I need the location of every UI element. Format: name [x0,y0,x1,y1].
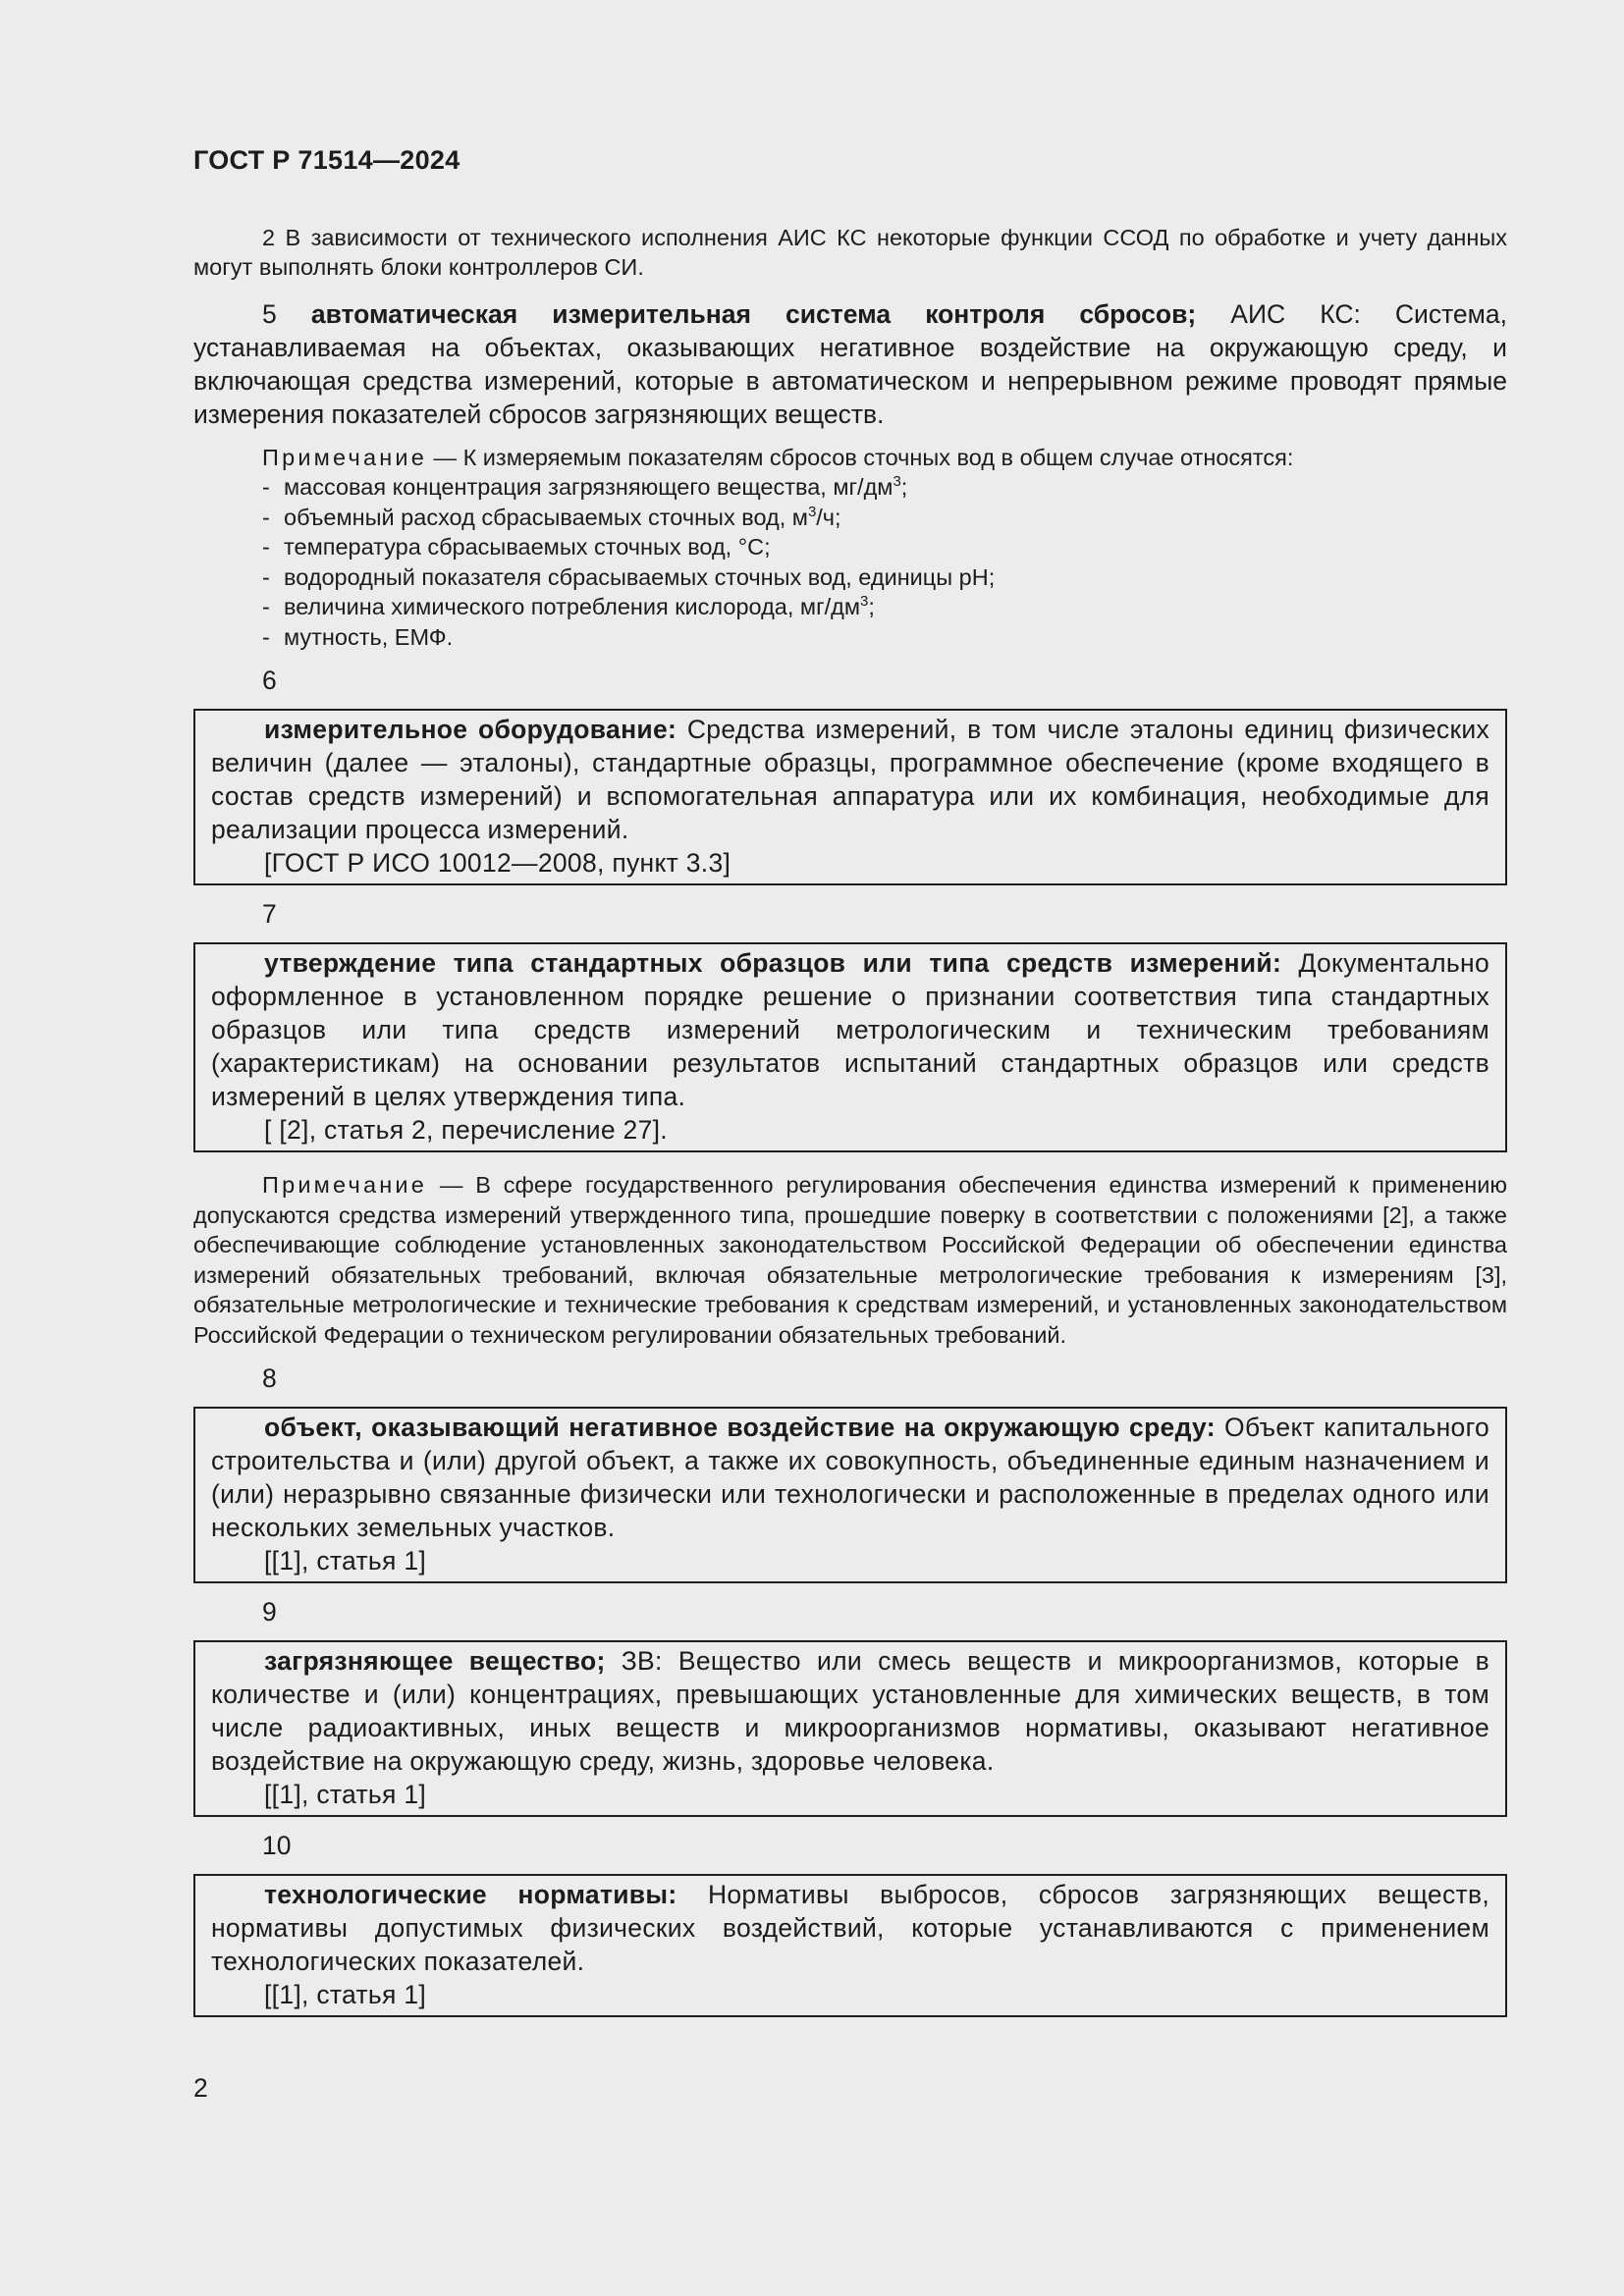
list-item: - мутность, ЕМФ. [262,623,454,650]
term-title: объект, оказывающий негативное воздействие на окружающую среду: [264,1413,1216,1442]
term-box-7 [193,942,1507,1152]
note-2: 2 В зависимости от технического исполнения АИС КС некоторые функции ССОД по обработке и учету данных могут выполнять блоки контроллеров СИ. [193,225,1507,280]
term-source: [[1], статья 1] [264,1546,427,1575]
note-5 [262,443,1507,472]
list-item: - объемный расход сбрасываемых сточных вод, $м^3/ч$; [262,503,841,530]
term-box-8 [193,1407,1507,1583]
term-5 [193,297,1507,431]
term-definition: утверждение типа стандартных образцов или типа средств измерений: Документально оформленное в установленном порядке решение о признании соответствия типа стандартных образцов или типа средств измерений метрологическим и техническим требованиям (характеристикам) на основании результатов испытаний стандартных образцов или средств измерений в целях утверждения типа. [211,948,1490,1111]
list-item: - величина химического потребления кислорода, $мг/дм^3$; [262,593,875,619]
term-box-9 [193,1640,1507,1817]
term-number: 5 [262,299,277,329]
term-title: автоматическая измерительная система контроля сбросов; [310,299,1197,329]
term-definition: АИС КС: Система, устанавливаемая на объектах, оказывающих негативное воздействие на окружающую среду, и включающая средства измерений, которые в автоматическом и непрерывном режиме проводят прямые измерения показателей сбросов загрязняющих веществ. [193,299,1507,429]
note-5-list [193,472,1507,652]
note-7 [193,1170,1507,1350]
note-title: Примечание [262,445,428,470]
term-box-10 [193,1874,1507,2017]
term-title: технологические нормативы: [264,1880,677,1909]
term-number: 7 [262,899,277,929]
page-number: 2 [193,2073,208,2103]
document-header: ГОСТ Р 71514—2024 [193,145,460,175]
term-box-6 [193,709,1507,885]
note-title: Примечание [262,1172,428,1198]
term-number: 6 [262,666,277,695]
term-definition: объект, оказывающий негативное воздействие на окружающую среду: Объект капитального строительства и (или) другой объект, а также их совокупность, объединенные единым назначением и (или) неразрывно связанные физически или технологически и расположенные в пределах одного или нескольких земельных участков. [211,1413,1489,1542]
document-page [193,145,1507,2017]
term-definition: измерительное оборудование: Средства измерений, в том числе эталоны единиц физических величин (далее — эталоны), стандартные образцы, программное обеспечение (кроме входящего в состав средств измерений) и вспомогательная аппаратура или их комбинация, необходимые для реализации процесса измерений. [211,715,1489,844]
term-number: 8 [262,1363,277,1393]
term-source: [[1], статья 1] [264,1780,427,1809]
term-source: [[1], статья 1] [264,1980,427,2009]
term-definition: загрязняющее вещество; ЗВ: Вещество или смесь веществ и микроорганизмов, которые в количестве и (или) концентрациях, превышающих установленные для химических веществ, в том числе радиоактивных, иных веществ и микроорганизмов нормативы, оказывают негативное воздействие на окружающую среду, жизнь, здоровье человека. [211,1646,1489,1776]
term-source: [ГОСТ Р ИСО 10012—2008, пункт 3.3] [264,848,731,878]
note-text: — К измеряемым показателям сбросов сточных вод в общем случае относятся: [427,445,1294,470]
term-number: 10 [262,1831,292,1860]
list-item: - водородный показателя сбрасываемых сточных вод, единицы рН; [262,563,996,590]
term-number: 9 [262,1597,277,1627]
list-item: - температура сбрасываемых сточных вод, °С; [262,534,771,560]
term-source: [ [2], статья 2, перечисление 27]. [264,1115,668,1145]
note-text: — В сфере государственного регулирования обеспечения единства измерений к применению допускаются средства измерений утвержденного типа, прошедшие поверку в соответствии с положениями [2], а также обеспечивающие соблюдение установленных законодательством Российской Федерации об обеспечении единства измерений обязательных требований, включая обязательные метрологические требования к измерениям [3], обязательные метрологические и технические требования к средствам измерений, и установленных законодательством Российской Федерации о техническом регулировании обязательных требований. [193,1172,1507,1348]
list-item: - массовая концентрация загрязняющего вещества, $мг/дм^3$; [262,473,908,500]
term-title: измерительное оборудование: [264,715,677,744]
term-definition: технологические нормативы: Нормативы выбросов, сбросов загрязняющих веществ, нормативы допустимых физических воздействий, которые устанавливаются с применением технологических показателей. [211,1880,1489,1976]
term-title: утверждение типа стандартных образцов или типа средств измерений: [264,948,1282,978]
term-title: загрязняющее вещество; [264,1646,606,1676]
